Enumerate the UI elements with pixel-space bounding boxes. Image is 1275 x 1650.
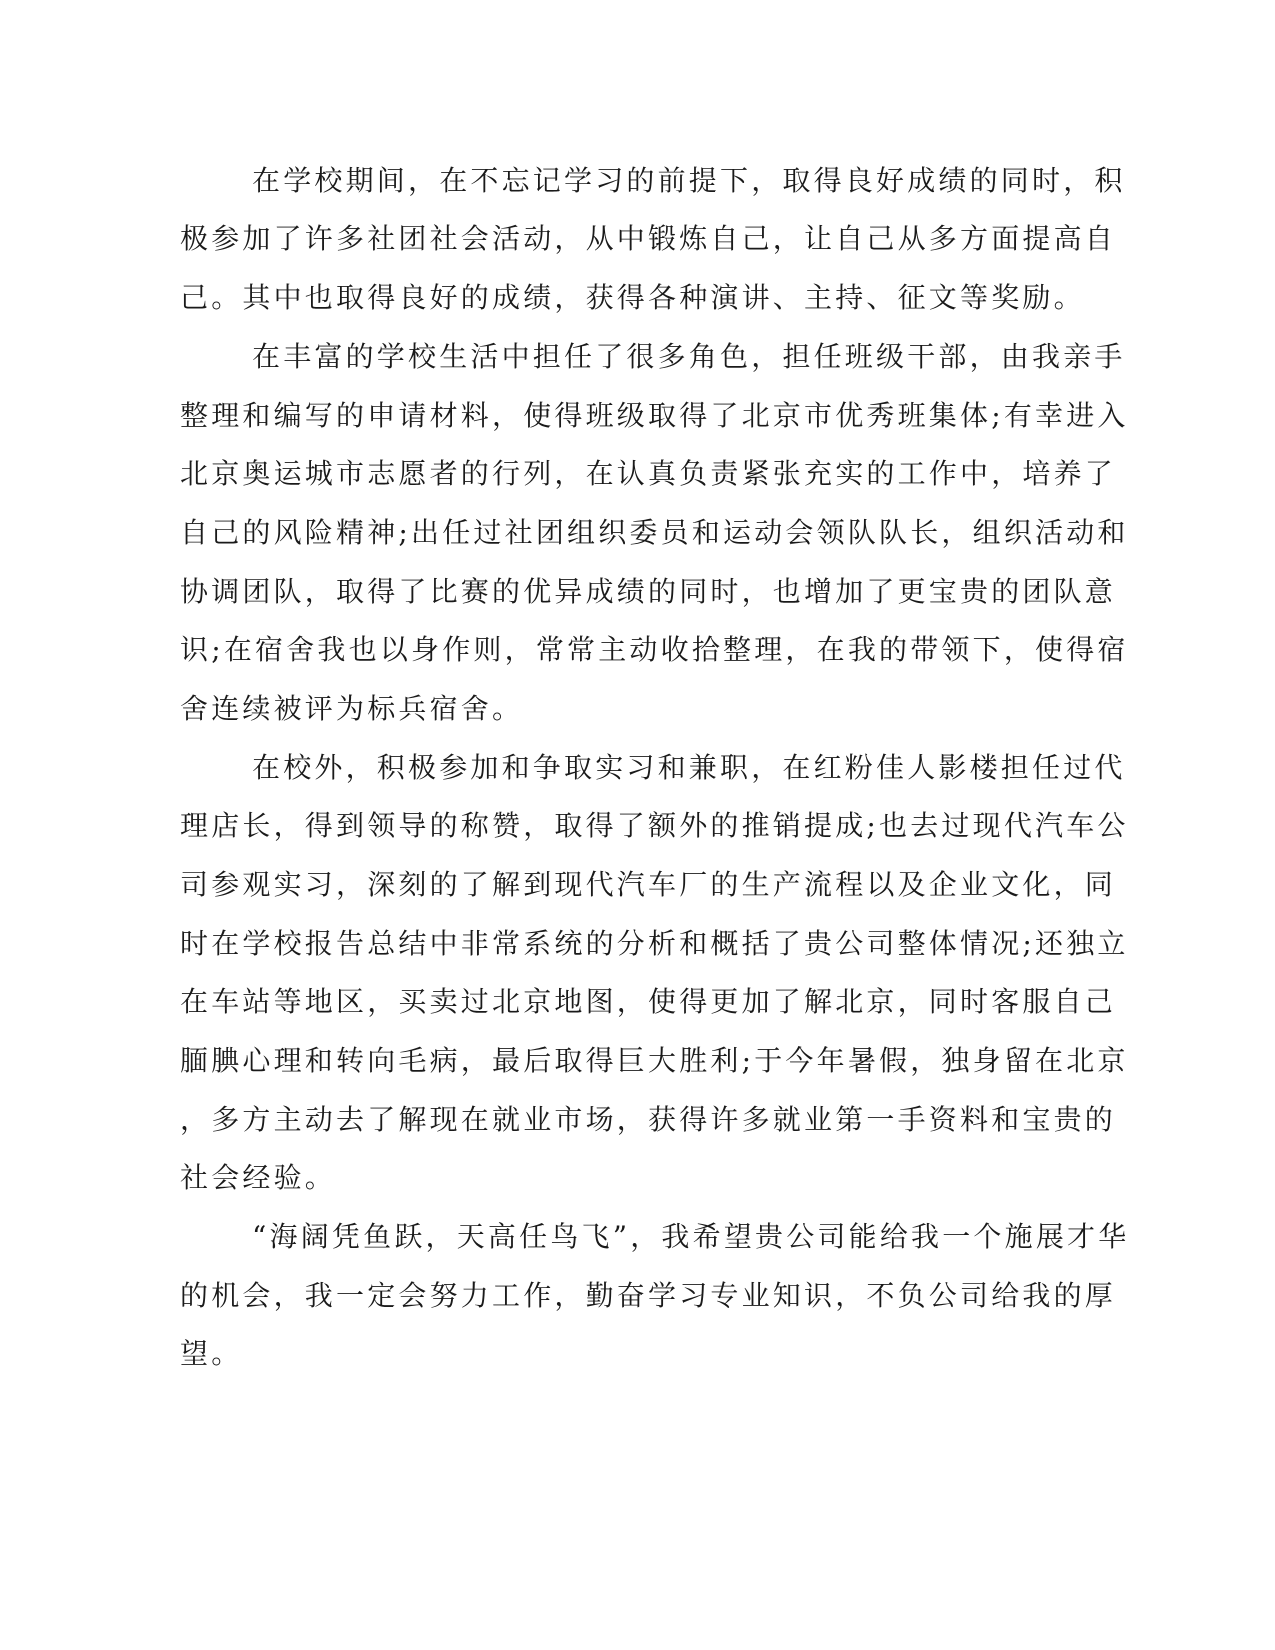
- paragraph-2-line-2: 整理和编写的申请材料，使得班级取得了北京市优秀班集体;有幸进入: [180, 399, 1129, 432]
- paragraph-3-line-3: 司参观实习，深刻的了解到现代汽车厂的生产流程以及企业文化，同: [180, 868, 1117, 901]
- paragraph-1-line-1: 在学校期间，在不忘记学习的前提下，取得良好成绩的同时，积: [252, 164, 1126, 197]
- paragraph-3-line-1: 在校外，积极参加和争取实习和兼职，在红粉佳人影楼担任过代: [252, 751, 1126, 784]
- paragraph-2-line-7: 舍连续被评为标兵宿舍。: [180, 692, 524, 725]
- paragraph-3-line-8: 社会经验。: [180, 1161, 337, 1194]
- paragraph-2-line-3: 北京奥运城市志愿者的行列，在认真负责紧张充实的工作中，培养了: [180, 457, 1117, 490]
- paragraph-3-line-5: 在车站等地区，买卖过北京地图，使得更加了解北京，同时客服自己: [180, 985, 1117, 1018]
- paragraph-1-line-3: 己。其中也取得良好的成绩，获得各种演讲、主持、征文等奖励。: [180, 281, 1085, 314]
- paragraph-2-line-5: 协调团队，取得了比赛的优异成绩的同时，也增加了更宝贵的团队意: [180, 575, 1117, 608]
- paragraph-4-line-3: 望。: [180, 1337, 243, 1370]
- paragraph-3-line-7: ，多方主动去了解现在就业市场，获得许多就业第一手资料和宝贵的: [180, 1103, 1117, 1136]
- paragraph-4-line-1: “海阔凭鱼跃，天高任鸟飞”，我希望贵公司能给我一个施展才华: [252, 1220, 1130, 1253]
- paragraph-1-line-2: 极参加了许多社团社会活动，从中锻炼自己，让自己从多方面提高自: [180, 222, 1117, 255]
- paragraph-2-line-1: 在丰富的学校生活中担任了很多角色，担任班级干部，由我亲手: [252, 340, 1126, 373]
- paragraph-3-line-4: 时在学校报告总结中非常系统的分析和概括了贵公司整体情况;还独立: [180, 927, 1129, 960]
- paragraph-2-line-4: 自己的风险精神;出任过社团组织委员和运动会领队队长，组织活动和: [180, 516, 1129, 549]
- paragraph-2-line-6: 识;在宿舍我也以身作则，常常主动收拾整理，在我的带领下，使得宿: [180, 633, 1129, 666]
- paragraph-4-line-2: 的机会，我一定会努力工作，勤奋学习专业知识，不负公司给我的厚: [180, 1279, 1117, 1312]
- paragraph-3-line-2: 理店长，得到领导的称赞，取得了额外的推销提成;也去过现代汽车公: [180, 809, 1129, 842]
- paragraph-3-line-6: 腼腆心理和转向毛病，最后取得巨大胜利;于今年暑假，独身留在北京: [180, 1044, 1129, 1077]
